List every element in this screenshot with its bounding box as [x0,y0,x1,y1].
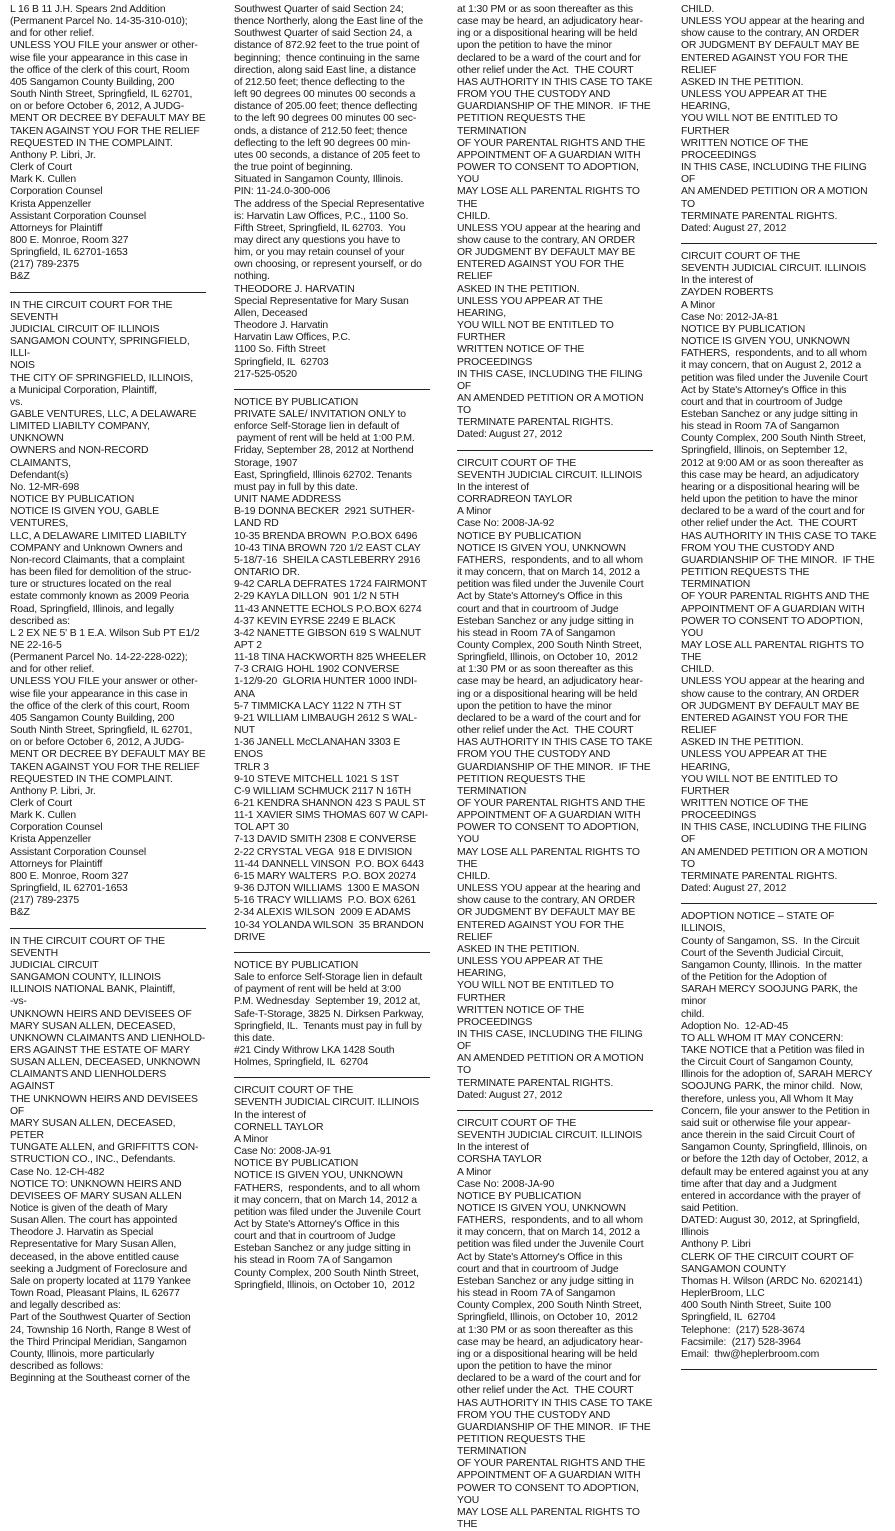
notice-divider [681,1369,877,1370]
notice-text: CIRCUIT COURT OF THE SEVENTH JUDICIAL CIRCUIT. ILLINOIS In the interest of CORRADREON TAYLOR A Minor Case No: 2008-JA-92 NOTICE BY PUBLICATION NOTICE IS GIVEN YOU, UNKNOWN FATHERS, respondents, and to all whom it may concern, that on March 14, 2012 a petition was filed under the Juvenile Court Act by State's Attorney's Office in this court and that in courtroom of Judge Esteban Sanchez or any judge sitting in his stead in Room 7A of Sangamon County Complex, 200 South Ninth Street, Springfield, Illinois, on October 10, 2012 at 1:30 PM or as soon thereafter as this case may be heard, an adjudicatory hear- ing or a dispositional hearing will be held upon the petition to have the minor declared to be a ward of the court and for other relief under the Act. THE COURT HAS AUTHORITY IN THIS CASE TO TAKE FROM YOU THE CUSTODY AND GUARDIANSHIP OF THE MINOR. IF THE PETITION REQUESTS THE TERMINATION OF YOUR PARENTAL RIGHTS AND THE APPOINTMENT OF A GUARDIAN WITH POWER TO CONSENT TO ADOPTION, YOU MAY LOSE ALL PARENTAL RIGHTS TO THE CHILD. UNLESS YOU appear at the hearing and show cause to the contrary, AN ORDER OR JUDGMENT BY DEFAULT MAY BE ENTERED AGAINST YOU FOR THE RELIEF ASKED IN THE PETITION. UNLESS YOU APPEAR AT THE HEARING, YOU WILL NOT BE ENTITLED TO FURTHER WRITTEN NOTICE OF THE PROCEEDINGS IN THIS CASE, INCLUDING THE FILING OF AN AMENDED PETITION OR A MOTION TO TERMINATE PARENTAL RIGHTS. Dated: August 27, 2012 [457,457,653,1101]
notice-divider [234,389,430,390]
notice-storage-northend [234,397,430,944]
notice-juvenile-corsha-taylor [457,1118,653,1531]
notice-divider [457,450,653,451]
notice-divider [457,1110,653,1111]
notice-juvenile-cornell-taylor [234,1085,430,1292]
notice-divider [234,952,430,953]
notice-text: ADOPTION NOTICE – STATE OF ILLINOIS, County of Sangamon, SS. In the Circuit Court of the Seventh Judicial Circuit, Sangamon County, Illinois. In the matter of the Petition for the Adoption of SARAH MERCY SOOJUNG PARK, the minor child. Adoption No. 12-AD-45 TO ALL WHOM IT MAY CONCERN: TAKE NOTICE that a Petition was filed in the Circuit Court of Sangamon County, Illinois for the adoption of, SARAH MERCY SOOJUNG PARK, the minor child. Now, therefore, unless you, All Whom It May Concern, file your answer to the Petition in said suit or otherwise file your appear- ance therein in the said Circuit Court of Sangamon County, Springfield, Illinois, on or before the 12th day of October, 2012, a default may be entered against you at any time after that day and a Judgment entered in accordance with the prayer of said Petition. DATED: August 30, 2012, at Springfield, Illinois Anthony P. Libri CLERK OF THE CIRCUIT COURT OF SANGAMON COUNTY Thomas H. Wilson (ARDC No. 6202141) HeplerBroom, LLC 400 South Ninth Street, Suite 100 Springfield, IL 62704 Telephone: (217) 528-3674 Facsimile: (217) 528-3964 Email: thw@heplerbroom.com [681,911,873,1360]
column-1 [10,4,206,1518]
column-4 [681,4,877,1518]
notice-text: Southwest Quarter of said Section 24; thence Northerly, along the East line of the Southwest Quarter of said Section 24, a distance of 872.92 feet to the true point of beginning; thence continuing in the same direction, along said East line, a distance of 212.50 feet; thence deflecting to the left 90 degrees 00 minutes 00 seconds a distance of 205.00 feet; thence deflecting to the left 90 degrees 00 minutes 00 sec- onds, a distance of 212.50 feet; thence deflecting to the left 90 degrees 00 min- utes 00 seconds, a distance of 205 feet to the true point of beginning. Situated in Sangamon County, Illinois. PIN: 11-24.0-300-006 The address of the Special Representative is: Harvatin Law Offices, P.C., 1100 So. Fifth Street, Springfield, IL 62703. You may direct any questions you have to him, or you may retain counsel of your own choosing, or represent yourself, or do nothing. THEODORE J. HARVATIN Special Representative for Mary Susan Allen, Deceased Theodore J. Harvatin Harvatin Law Offices, P.C. 1100 So. Fifth Street Springfield, IL 62703 217-525-0520 [234,4,425,380]
notice-text: CIRCUIT COURT OF THE SEVENTH JUDICIAL CIRCUIT. ILLINOIS In the interest of ZAYDEN ROBERTS A Minor Case No: 2012-JA-81 NOTICE BY PUBLICATION NOTICE IS GIVEN YOU, UNKNOWN FATHERS, respondents, and to all whom it may concern, that on August 2, 2012 a petition was filed under the Juvenile Court Act by State's Attorney's Office in this court and that in courtroom of Judge Esteban Sanchez or any judge sitting in his stead in Room 7A of Sangamon County Complex, 200 South Ninth Street, Springfield, Illinois, on September 12, 2012 at 9:00 AM or as soon thereafter as this case may be heard, an adjudicatory hearing or a dispositional hearing will be held upon the petition to have the minor declared to be a ward of the court and for other relief under the Act. THE COURT HAS AUTHORITY IN THIS CASE TO TAKE FROM YOU THE CUSTODY AND GUARDIANSHIP OF THE MINOR. IF THE PETITION REQUESTS THE TERMINATION OF YOUR PARENTAL RIGHTS AND THE APPOINTMENT OF A GUARDIAN WITH POWER TO CONSENT TO ADOPTION, YOU MAY LOSE ALL PARENTAL RIGHTS TO THE CHILD. UNLESS YOU appear at the hearing and show cause to the contrary, AN ORDER OR JUDGMENT BY DEFAULT MAY BE ENTERED AGAINST YOU FOR THE RELIEF ASKED IN THE PETITION. UNLESS YOU APPEAR AT THE HEARING, YOU WILL NOT BE ENTITLED TO FURTHER WRITTEN NOTICE OF THE PROCEEDINGS IN THIS CASE, INCLUDING THE FILING OF AN AMENDED PETITION OR A MOTION TO TERMINATE PARENTAL RIGHTS. Dated: August 27, 2012 [681,250,877,895]
notice-storage-safe-t [234,960,430,1069]
notice-juvenile-corradreon-taylor [457,458,653,1102]
notice-text: CIRCUIT COURT OF THE SEVENTH JUDICIAL CIRCUIT. ILLINOIS In the interest of CORNELL TAYLOR A Minor Case No: 2008-JA-91 NOTICE BY PUBLICATION NOTICE IS GIVEN YOU, UNKNOWN FATHERS, respondents, and to all whom it may concern, that on March 14, 2012 a petition was filed under the Juvenile Court Act by State's Attorney's Office in this court and that in courtroom of Judge Esteban Sanchez or any judge sitting in his stead in Room 7A of Sangamon County Complex, 200 South Ninth Street, Springfield, Illinois, on October 10, 2012 [234,1085,421,1291]
notice-juvenile-cornell-taylor-continued [457,4,653,442]
notice-text: IN THE CIRCUIT COURT OF THE SEVENTH JUDICIAL CIRCUIT SANGAMON COUNTY, ILLINOIS ILLINOIS NATIONAL BANK, Plaintiff, -vs- UNKNOWN HEIRS AND DEVISEES OF MARY SUSAN ALLEN, DECEASED, UNKNOWN CLAIMANTS AND LIENHOLD- ERS AGAINST THE ESTATE OF MARY SUSAN ALLEN, DECEASED, UNKNOWN CLAIMANTS AND LIENHOLDERS AGAINST THE UNKNOWN HEIRS AND DEVISEES OF MARY SUSAN ALLEN, DECEASED, PETER TUNGATE ALLEN, and GRIFFITTS CON- STRUCTION CO., INC., Defendants. Case No. 12-CH-482 NOTICE TO: UNKNOWN HEIRS AND DEVISEES OF MARY SUSAN ALLEN Notice is given of the death of Mary Susan Allen. The court has appointed Theodore J. Harvatin as Special Representative for Mary Susan Allen, deceased, in the above entitled cause seeking a Judgment of Foreclosure and Sale on property located at 1179 Yankee Town Road, Pleasant Plains, IL 62677 and legally described as: Part of the Southwest Quarter of Section 24, Township 16 North, Range 8 West of the Third Principal Meridian, Sangamon County, Illinois, more particularly described as follows: Beginning at the Southeast corner of the [10,935,206,1385]
notice-text: at 1:30 PM or as soon thereafter as this case may be heard, an adjudicatory hear- ing or a dispositional hearing will be held upon the petition to have the minor declared to be a ward of the court and for other relief under the Act. THE COURT HAS AUTHORITY IN THIS CASE TO TAKE FROM YOU THE CUSTODY AND GUARDIANSHIP OF THE MINOR. IF THE PETITION REQUESTS THE TERMINATION OF YOUR PARENTAL RIGHTS AND THE APPOINTMENT OF A GUARDIAN WITH POWER TO CONSENT TO ADOPTION, YOU MAY LOSE ALL PARENTAL RIGHTS TO THE CHILD. UNLESS YOU appear at the hearing and show cause to the contrary, AN ORDER OR JUDGMENT BY DEFAULT MAY BE ENTERED AGAINST YOU FOR THE RELIEF ASKED IN THE PETITION. UNLESS YOU APPEAR AT THE HEARING, YOU WILL NOT BE ENTITLED TO FURTHER WRITTEN NOTICE OF THE PROCEEDINGS IN THIS CASE, INCLUDING THE FILING OF AN AMENDED PETITION OR A MOTION TO TERMINATE PARENTAL RIGHTS. Dated: August 27, 2012 [457,4,653,441]
column-2 [234,4,430,1518]
notice-text: L 16 B 11 J.H. Spears 2nd Addition (Permanent Parcel No. 14-35-310-010); and for other relief. UNLESS YOU FILE your answer or other- wise file your appearance in this case in the office of the clerk of this court, Room 405 Sangamon County Building, 200 South Ninth Street, Springfield, IL 62701, on or before October 6, 2012, A JUDG- MENT OR DECREE BY DEFAULT MAY BE TAKEN AGAINST YOU FOR THE RELIEF REQUESTED IN THE COMPLAINT. Anthony P. Libri, Jr. Clerk of Court Mark K. Cullen Corporation Counsel Krista Appenzeller Assistant Corporation Counsel Attorneys for Plaintiff 800 E. Monroe, Room 327 Springfield, IL 62701-1653 (217) 789-2375 B&Z [10,4,206,283]
notice-divider [681,903,877,904]
notice-juvenile-corsha-taylor-continued [681,4,877,235]
notice-text: NOTICE BY PUBLICATION PRIVATE SALE/ INVITATION ONLY to enforce Self-Storage lien in default of payment of rent will be held at 1:00 P.M. Friday, September 28, 2012 at Northend Storage, 1907 East, Springfield, Illinois 62702. Tenants must pay in full by this date. UNIT NAME ADDRESS B-19 DONNA BECKER 2921 SUTHER- LAND RD 10-35 BRENDA BROWN P.O.BOX 6496 10-43 TINA BROWN 720 1/2 EAST CLAY 5-18/7-16 SHEILA CASTLEBERRY 2916 ONTARIO DR. 9-42 CARLA DEFRATES 1724 FAIRMONT 2-29 KAYLA DILLON 901 1/2 N 5TH 11-43 ANNETTE ECHOLS P.O.BOX 6274 4-37 KEVIN EYRSE 2249 E BLACK 3-42 NANETTE GIBSON 619 S WALNUT APT 2 11-18 TINA HACKWORTH 825 WHEELER 7-3 CRAIG HOHL 1902 CONVERSE 1-12/9-20 GLORIA HUNTER 1000 INDI- ANA 5-7 TIMMICKA LACY 1122 N 7TH ST 9-21 WILLIAM LIMBAUGH 2612 S WAL- NUT 1-36 JANELL McCLANAHAN 3303 E ENOS TRLR 3 9-10 STEVE MITCHELL 1021 S 1ST C-9 WILLIAM SCHMUCK 2117 N 16TH 6-21 KENDRA SHANNON 423 S PAUL ST 11-1 XAVIER SIMS THOMAS 607 W CAPI- TOL APT 30 7-13 DAVID SMITH 2308 E CONVERSE 2-22 CRYSTAL VEGA 918 E DIVISION 11-44 DANNELL VINSON P.O. BOX 6443 6-15 MARY WALTERS P.O. BOX 20274 9-36 DJTON WILLIAMS 1300 E MASON 5-16 TRACY WILLIAMS P.O. BOX 6261 2-34 ALEXIS WILSON 2009 E ADAMS 10-34 YOLANDA WILSON 35 BRANDON DRIVE [234,396,428,943]
notice-divider [10,292,206,293]
notice-demolition-gable-ventures [10,300,206,920]
notice-text: NOTICE BY PUBLICATION Sale to enforce Self-Storage lien in default of payment of rent will be held at 3:00 P.M. Wednesday September 19, 2012 at, Safe-T-Storage, 3825 N. Dirksen Parkway, Springfield, IL. Tenants must pay in full by this date. #21 Cindy Withrow LKA 1428 South Holmes, Springfield, IL 62704 [234,959,424,1069]
notice-text: CHILD. UNLESS YOU appear at the hearing and show cause to the contrary, AN ORDER OR JUDGMENT BY DEFAULT MAY BE ENTERED AGAINST YOU FOR THE RELIEF ASKED IN THE PETITION. UNLESS YOU APPEAR AT THE HEARING, YOU WILL NOT BE ENTITLED TO FURTHER WRITTEN NOTICE OF THE PROCEEDINGS IN THIS CASE, INCLUDING THE FILING OF AN AMENDED PETITION OR A MOTION TO TERMINATE PARENTAL RIGHTS. Dated: August 27, 2012 [681,4,868,234]
column-3 [457,4,653,1531]
notice-juvenile-zayden-roberts [681,251,877,895]
notice-divider [681,243,877,244]
notice-foreclosure-allen-continued [234,4,430,381]
notice-text: IN THE CIRCUIT COURT FOR THE SEVENTH JUDICIAL CIRCUIT OF ILLINOIS SANGAMON COUNTY, SPRINGFIELD, ILLI- NOIS THE CITY OF SPRINGFIELD, ILLINOIS, a Municipal Corporation, Plaintiff, vs. GABLE VENTURES, LLC, A DELAWARE LIMITED LIABILTY COMPANY, UNKNOWN OWNERS and NON-RECORD CLAIMANTS, Defendant(s) No. 12-MR-698 NOTICE BY PUBLICATION NOTICE IS GIVEN YOU, GABLE VENTURES, LLC, A DELAWARE LIMITED LIABILTY COMPANY and Unknown Owners and Non-record Claimants, that a complaint has been filed for demolition of the struc- ture or structures located on the real estate commonly known as 2009 Peoria Road, Springfield, Illinois, and legally described as: L 2 EX NE 5' B 1 E.A. Wilson Sub PT E1/2 NE 22-16-5 (Permanent Parcel No. 14-22-228-022); and for other relief. UNLESS YOU FILE your answer or other- wise file your appearance in this case in the office of the clerk of this court, Room 405 Sangamon County Building, 200 South Ninth Street, Springfield, IL 62701, on or before October 6, 2012, A JUDG- MENT OR DECREE BY DEFAULT MAY BE TAKEN AGAINST YOU FOR THE RELIEF REQUESTED IN THE COMPLAINT. Anthony P. Libri, Jr. Clerk of Court Mark K. Cullen Corporation Counsel Krista Appenzeller Assistant Corporation Counsel Attorneys for Plaintiff 800 E. Monroe, Room 327 Springfield, IL 62701-1653 (217) 789-2375 B&Z [10,299,206,919]
notice-divider [10,928,206,929]
notice-text: CIRCUIT COURT OF THE SEVENTH JUDICIAL CIRCUIT. ILLINOIS In the interest of CORSHA TAYLOR A Minor Case No: 2008-JA-90 NOTICE BY PUBLICATION NOTICE IS GIVEN YOU, UNKNOWN FATHERS, respondents, and to all whom it may concern, that on March 14, 2012 a petition was filed under the Juvenile Court Act by State's Attorney's Office in this court and that in courtroom of Judge Esteban Sanchez or any judge sitting in his stead in Room 7A of Sangamon County Complex, 200 South Ninth Street, Springfield, Illinois, on October 10, 2012 at 1:30 PM or as soon thereafter as this case may be heard, an adjudicatory hear- ing or a dispositional hearing will be held upon the petition to have the minor declared to be a ward of the court and for other relief under the Act. THE COURT HAS AUTHORITY IN THIS CASE TO TAKE FROM YOU THE CUSTODY AND GUARDIANSHIP OF THE MINOR. IF THE PETITION REQUESTS THE TERMINATION OF YOUR PARENTAL RIGHTS AND THE APPOINTMENT OF A GUARDIAN WITH POWER TO CONSENT TO ADOPTION, YOU MAY LOSE ALL PARENTAL RIGHTS TO THE [457,1117,653,1531]
notice-foreclosure-allen [10,936,206,1386]
notice-adoption-park [681,911,877,1361]
notice-foreclosure-continued [10,4,206,284]
notice-divider [234,1077,430,1078]
